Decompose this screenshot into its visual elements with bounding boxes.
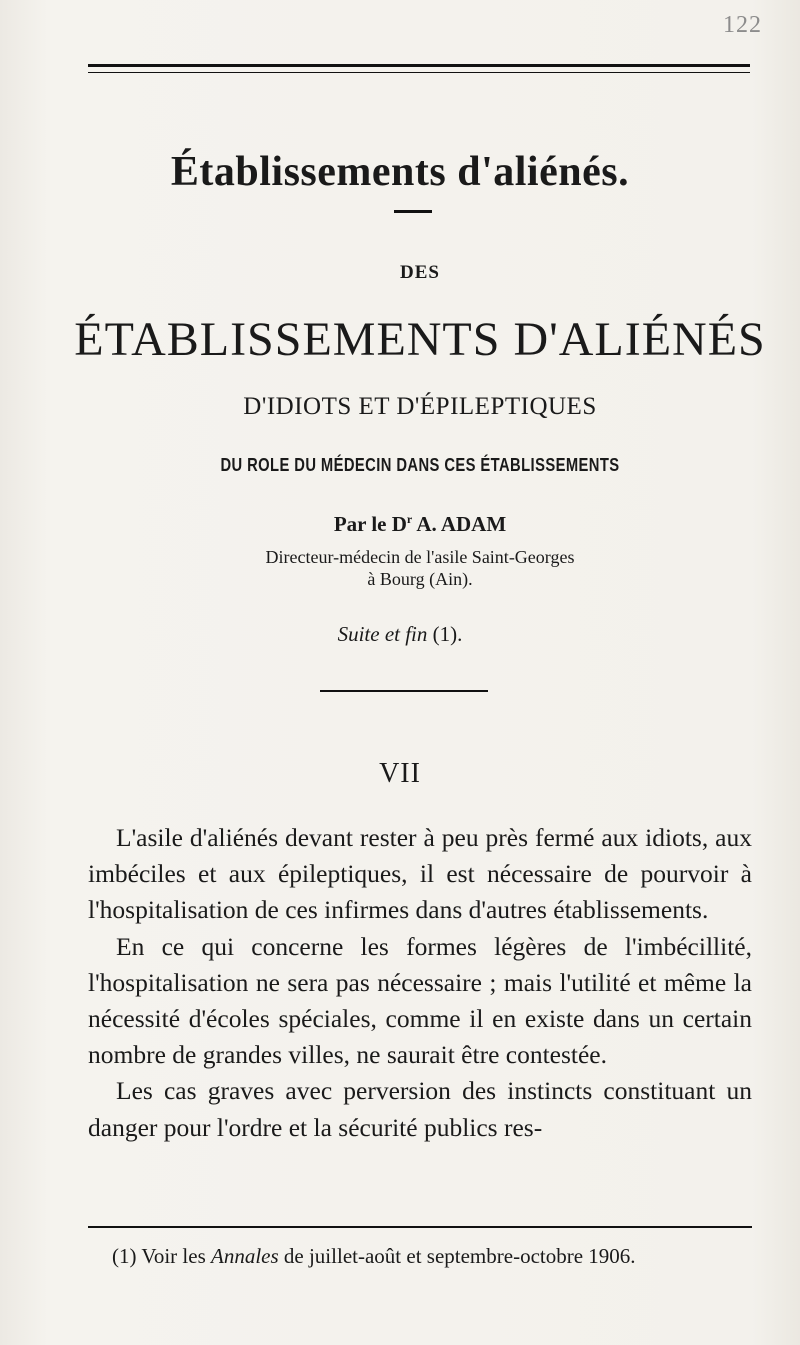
footnote-text-before: Voir les [141, 1244, 206, 1268]
section-divider [320, 690, 488, 692]
section-number: VII [379, 758, 421, 789]
body-text [88, 820, 752, 1146]
continuation-note [0, 622, 800, 647]
author-role-line-2: à Bourg (Ain). [367, 569, 473, 589]
author-affiliation [0, 546, 800, 590]
paragraph: En ce qui concerne les formes légères de l'imbécillité, l'hospitalisation ne sera pas nécessaire ; mais l'utilité et même la nécessité d'écoles spéciales, comme il en existe dans un certain nombre de grandes villes, ne saurait être contestée. [88, 931, 752, 1070]
paragraph: Les cas graves avec perversion des instincts constituant un danger pour l'ordre et la sécurité publics res- [88, 1076, 752, 1142]
paragraph: L'asile d'aliénés devant rester à peu près fermé aux idiots, aux imbéciles et aux épileptiques, il est nécessaire de pourvoir à l'hospitalisation de ces infirmes dans d'autres établissements. [88, 823, 752, 925]
header-rule-thick [88, 64, 750, 67]
header-rule-thin [88, 72, 750, 73]
footnote-ref: (1). [432, 622, 463, 646]
title-des: DES [400, 262, 440, 283]
footnote-rule [88, 1226, 752, 1228]
footnote-italic: Annales [211, 1244, 279, 1268]
footnote-text-after: de juillet-août et septembre-octobre 1906. [283, 1244, 636, 1268]
author-name: A. ADAM [416, 512, 507, 536]
footnote-number: (1) [112, 1244, 137, 1268]
author-line [0, 512, 800, 537]
author-role-line-1: Directeur-médecin de l'asile Saint-Georges [265, 547, 575, 567]
article-subtitle: D'IDIOTS ET D'ÉPILEPTIQUES [243, 393, 597, 420]
continuation-italic: Suite et fin [337, 622, 428, 646]
footnote [112, 1244, 762, 1269]
article-title: ÉTABLISSEMENTS D'ALIÉNÉS [74, 313, 766, 366]
title-dash [394, 210, 432, 213]
running-title: Établissements d'aliénés. [170, 149, 630, 195]
article-subtitle-2: DU ROLE DU MÉDECIN DANS CES ÉTABLISSEMENTS [220, 455, 620, 475]
show-through-text [90, 40, 770, 112]
author-prefix-sup: r [406, 512, 413, 526]
page-number: 122 [723, 12, 762, 38]
author-prefix: Par le D [333, 512, 407, 536]
